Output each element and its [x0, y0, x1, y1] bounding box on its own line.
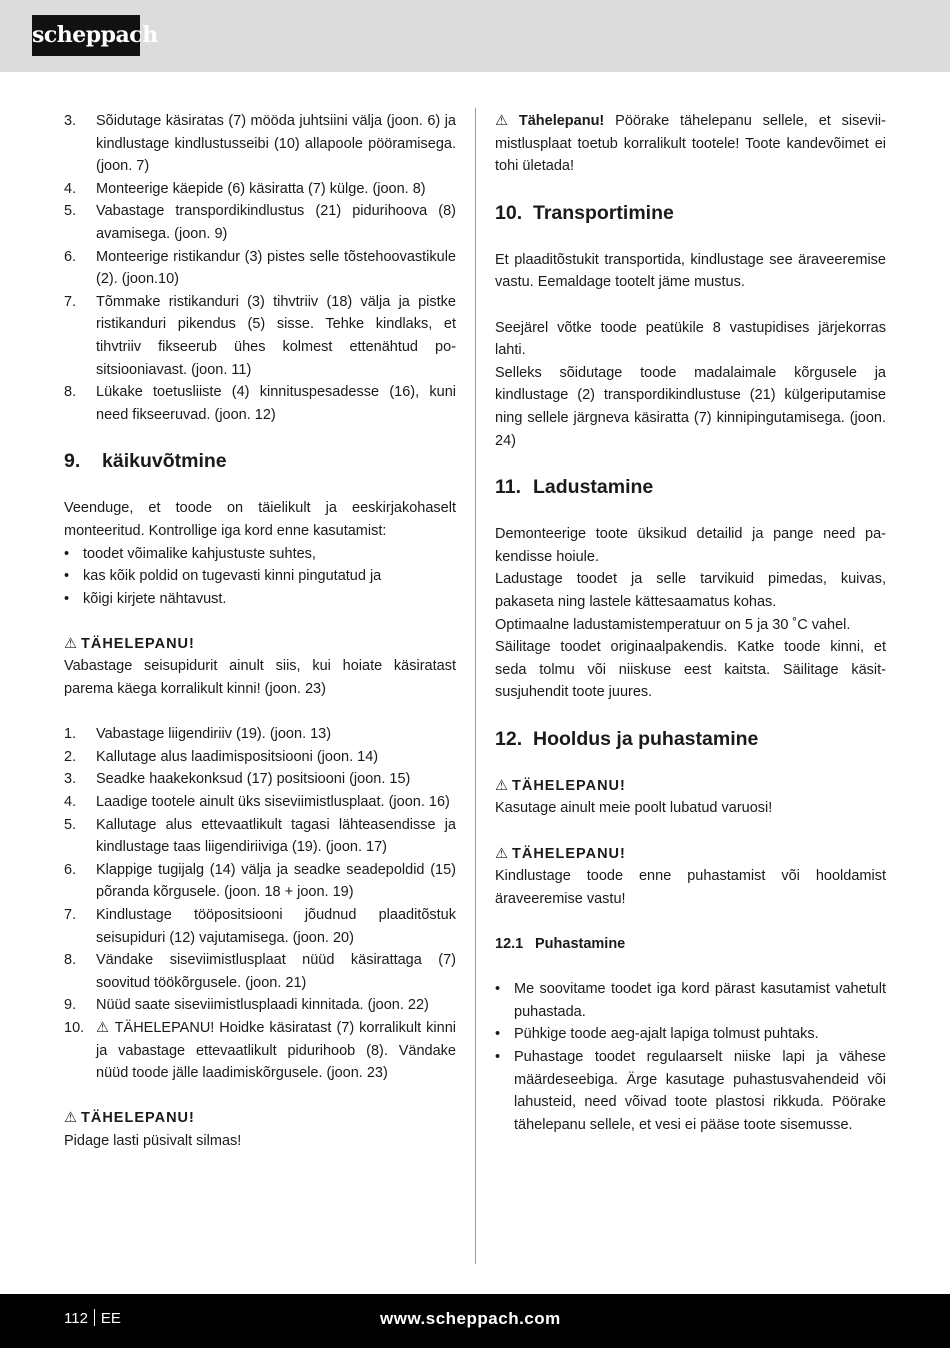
warning-icon: ⚠	[64, 635, 77, 652]
list-item: 5. Vabastage transpordikindlustus (21) pidurihoova (8) avamisega. (joon. 9)	[64, 203, 456, 242]
paragraph: Pidage lasti püsivalt silmas!	[64, 1132, 242, 1149]
paragraph: Säilitage toodet originaalpakendis. Katke toode kinni, et seda tolmu või niiskuse eest kaitsta. Säilitage käsitsusjuhendit toote juures.	[495, 639, 886, 701]
paragraph: Kasutage ainult meie poolt lubatud varuosi!	[495, 800, 773, 817]
warning-icon: ⚠	[495, 777, 508, 794]
list-item: 8. Vändake siseviimistlusplaat nüüd käsirattaga (7) soovitud töökõrgusele. (joon. 21)	[64, 952, 456, 991]
section-heading-10: 10. Transportimine	[495, 201, 674, 224]
list-item: 6. Klappige tugijalg (14) välja ja seadke seadepoldid (15) põranda kõrgusele. (joon. 18 + joon. 19)	[64, 861, 456, 901]
left-column	[64, 110, 456, 1153]
list-item: 3. Seadke haakekonksud (17) positsiooni (joon. 15)	[64, 771, 411, 788]
right-column	[495, 110, 886, 1136]
assembly-steps	[64, 110, 456, 426]
list-item: 9. Nüüd saate siseviimistlusplaadi kinnitada. (joon. 22)	[64, 997, 429, 1014]
paragraph: Selleks sõidutage toode madalaimale kõrgusele ja kindlustage (2) transpordikindlustuse (21) külgeriputamise ning sellele järgneva käsiratta (7) kinnipingutamisega. (joon. 24)	[495, 364, 886, 449]
paragraph: Seejärel võtke toode peatükile 8 vastupidises järjekorras lahti.	[495, 319, 886, 359]
list-item: 1. Vabastage liigendiriiv (19). (joon. 13)	[64, 726, 332, 743]
list-item: 7. Tõmmake ristikanduri (3) tihvtriiv (18) välja ja pistke ristikanduri pikendus (5) sisse. Tehke kindlaks, et tihvtriiv fikseerub ühes kolmest ettenähtud positsiooniavast. (joon. 11)	[64, 293, 456, 378]
list-item: • Puhastage toodet regulaarselt niiske lapi ja vähese määrdeseebiga. Ärge kasutage puhastusvahendeid või lahusteid, need võivad toote plastosi rikkuda. Pöörake tähelepanu sellele, et vesi ei pääse toote sisemusse.	[495, 1046, 886, 1136]
warning-heading: ⚠ TÄHELEPANU!	[64, 635, 195, 652]
cleaning-list	[495, 978, 886, 1136]
page-number: 112 EE	[64, 1310, 121, 1327]
section-heading-12: 12. Hooldus ja puhastamine	[495, 727, 759, 750]
attention-note: ⚠ Tähelepanu! Pöörake tähelepanu sellele, et siseviimistlusplaat toetub korralikult tootele! Toote kandevõimet ei tohi ületada!	[495, 113, 887, 175]
paragraph: Veenduge, et toode on täielikult ja eeskirjakohaselt monteeritud. Kontrollige iga kord enne kasutamist:	[64, 500, 456, 539]
list-item: 8. Lükake toetusliiste (4) kinnituspesadesse (16), kuni need fikseeruvad. (joon. 12)	[64, 384, 456, 423]
list-item: • kas kõik poldid on tugevasti kinni pingutatud ja	[64, 565, 456, 588]
warning-heading: ⚠ TÄHELEPANU!	[64, 1110, 195, 1127]
list-item: 4. Laadige tootele ainult üks siseviimistlusplaat. (joon. 16)	[64, 794, 450, 811]
paragraph: Demonteerige toote üksikud detailid ja pange need pakendisse hoiule.	[495, 526, 886, 565]
paragraph: Et plaaditõstukit transportida, kindlustage see äraveeremise vastu. Eemaldage tootelt jäme mustus.	[495, 251, 886, 291]
operation-steps	[64, 723, 456, 1085]
warning-heading: ⚠ TÄHELEPANU!	[495, 845, 626, 862]
paragraph: Kindlustage toode enne puhastamist või hooldamist äraveeremise vastu!	[495, 868, 886, 907]
footer-bar	[0, 1294, 950, 1348]
checklist	[64, 543, 456, 611]
list-item: 10. ⚠ TÄHELEPANU! Hoidke käsiratast (7) korralikult kinni ja vabastage ettevaatlikult pidurihoob (8). Vändake nüüd toode jälle laadimiskõrgusele. (joon. 23)	[64, 1019, 456, 1082]
paragraph: Vabastage seisupidurit ainult siis, kui hoiate käsiratast parema käega korralikult kinni! (joon. 23)	[64, 658, 456, 698]
warning-icon: ⚠	[495, 845, 508, 862]
section-heading-11: 11. Ladustamine	[495, 476, 654, 499]
website-url: www.scheppach.com	[380, 1309, 561, 1328]
list-item: 7. Kindlustage tööpositsiooni jõudnud plaaditõstuk seisupiduri (12) vajutamisega. (joon. 20)	[64, 907, 456, 946]
warning-heading: ⚠ TÄHELEPANU!	[495, 777, 626, 794]
list-item: 4. Monteerige käepide (6) käsiratta (7) külge. (joon. 8)	[64, 180, 426, 197]
list-item: 2. Kallutage alus laadimispositsiooni (joon. 14)	[64, 748, 379, 765]
list-item: • kõigi kirjete nähtavust.	[64, 588, 456, 611]
warning-icon: ⚠	[495, 113, 515, 129]
column-divider	[475, 108, 476, 1264]
paragraph: Ladustage toodet ja selle tarvikuid pimedas, kuivas, pakaseta ning lastele kättesaamatus kohas.	[495, 571, 886, 610]
list-item: 5. Kallutage alus ettevaatlikult tagasi lähteasendisse ja kindlustage taas liigendiriiviga (19). (joon. 17)	[64, 816, 456, 856]
scheppach-logo: scheppach	[32, 15, 140, 56]
list-item: • Pühkige toode aeg-ajalt lapiga tolmust puhtaks.	[495, 1023, 886, 1046]
list-item: • toodet võimalike kahjustuste suhtes,	[64, 543, 456, 566]
warning-icon: ⚠	[64, 1110, 77, 1127]
list-item: • Me soovitame toodet iga kord pärast kasutamist vahetult puhastada.	[495, 978, 886, 1023]
list-item: 6. Monteerige ristikandur (3) pistes selle tõstehoovastikule (2). (joon.10)	[64, 248, 456, 288]
header-bar	[0, 0, 950, 72]
section-heading-9: 9. käikuvõtmine	[64, 450, 227, 473]
subsection-heading-12-1: 12.1 Puhastamine	[495, 936, 626, 953]
list-item: 3. Sõidutage käsiratas (7) mööda juhtsiini välja (joon. 6) ja kindlustage kindlustusseibi (10) allapoole pööramisega. (joon. 7)	[64, 113, 456, 175]
paragraph: Optimaalne ladustamistemperatuur on 5 ja 30 ˚C vahel.	[495, 616, 851, 633]
